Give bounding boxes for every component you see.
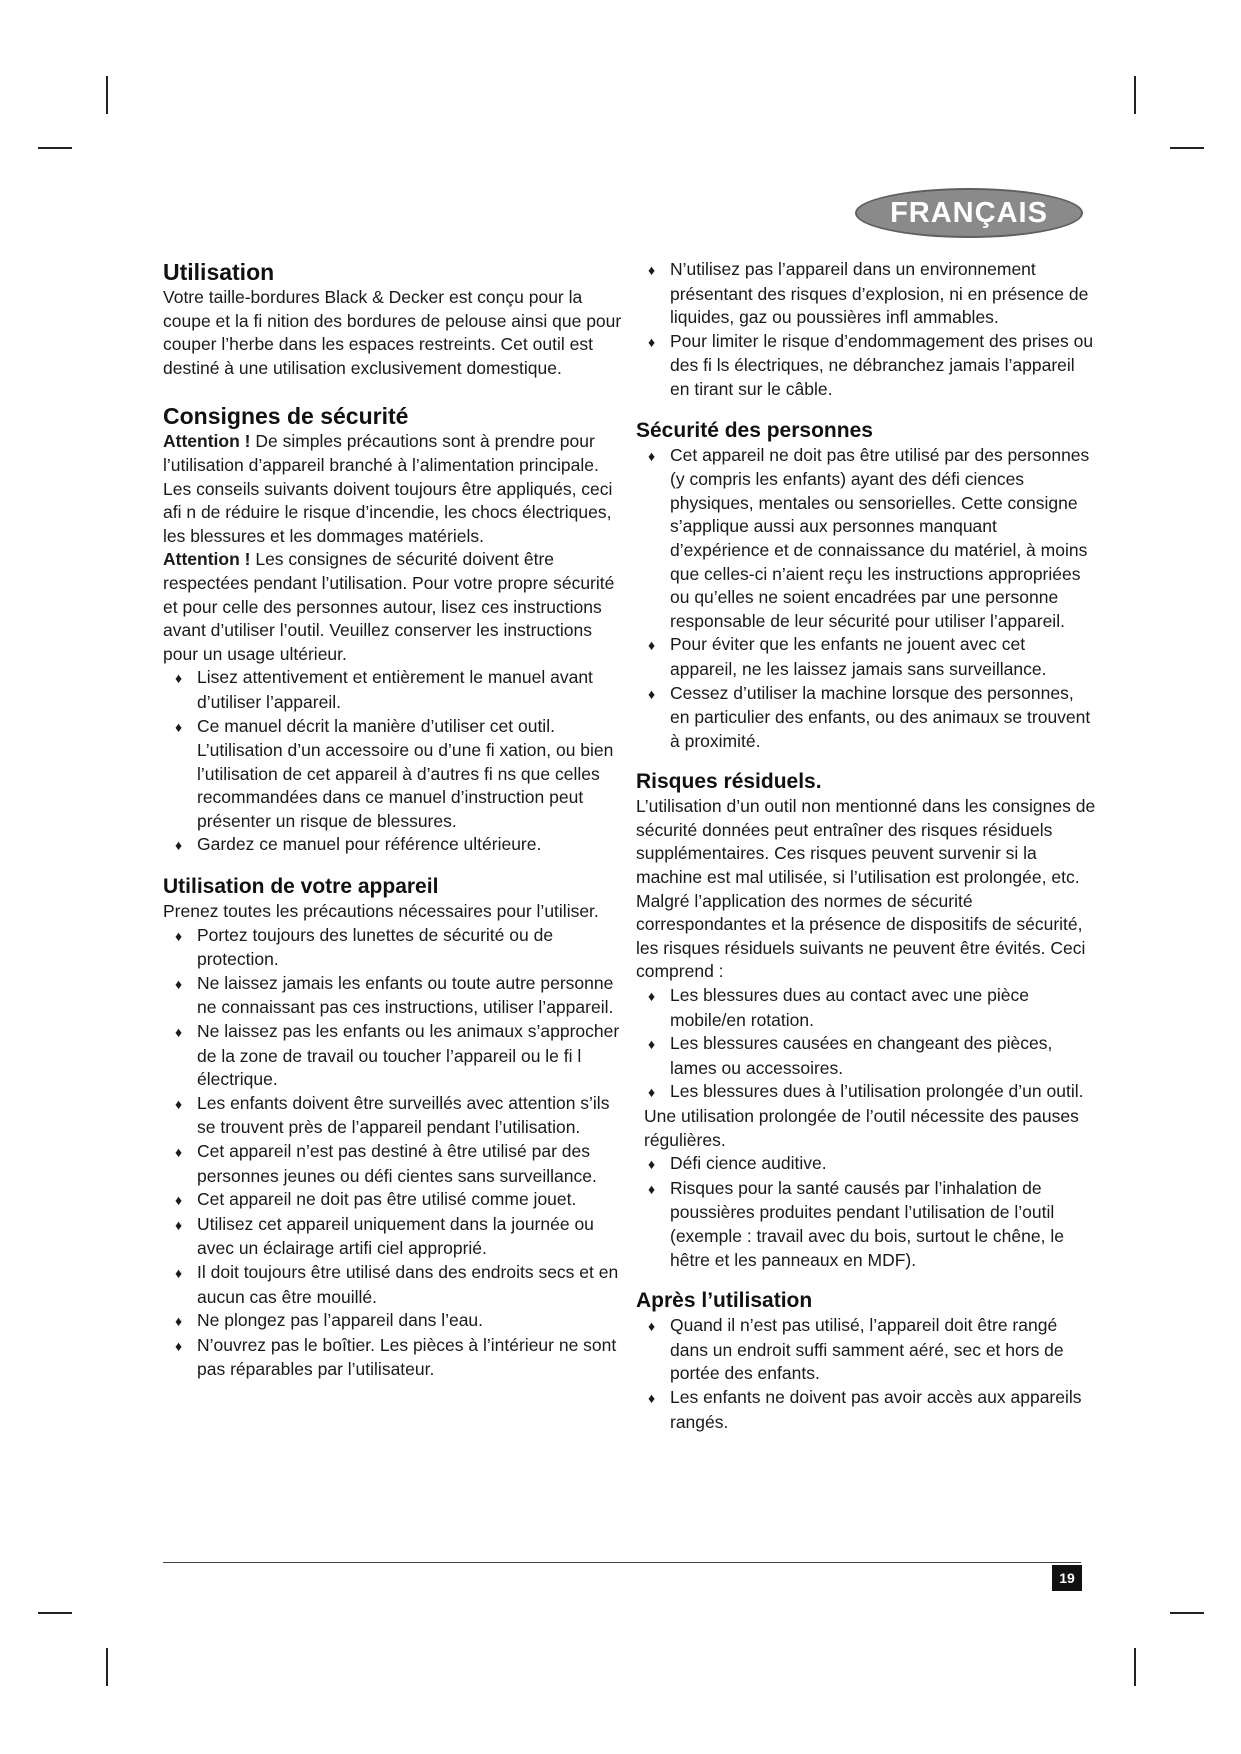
diamond-bullet-icon: ♦ <box>175 1313 183 1330</box>
crop-mark-top-right-v <box>1134 76 1136 114</box>
risques-text-1: L’utilisation d’un outil non mentionné dans les consignes de sécurité données peut entraîner des risques résiduels supplémentaires. Ces risques peuvent survenir si la machine est mal utilisée, si l’utilisation est prolongée, etc. <box>636 796 1096 888</box>
list-item: ♦ Il doit toujours être utilisé dans des endroits secs et en aucun cas être mouillé. <box>175 1261 619 1307</box>
section-utilisation <box>163 258 625 380</box>
diamond-bullet-icon: ♦ <box>648 1318 656 1335</box>
list-item: ♦ Utilisez cet appareil uniquement dans la journée ou avec un éclairage artifi ciel approprié. <box>175 1213 594 1259</box>
crop-mark-bottom-right-h <box>1170 1612 1204 1614</box>
risques-list-2 <box>636 1152 1096 1272</box>
list-item: ♦ N’ouvrez pas le boîtier. Les pièces à l’intérieur ne sont pas réparables par l’utilisateur. <box>175 1334 617 1380</box>
list-item: ♦ Les enfants ne doivent pas avoir accès aux appareils rangés. <box>648 1386 1082 1432</box>
crop-mark-bottom-right-v <box>1134 1648 1136 1686</box>
attention-text-2: Les consignes de sécurité doivent être respectées pendant l’utilisation. Pour votre propre sécurité et pour celle des personnes autour, lisez ces instructions avant d’utiliser l’outil. Veuillez conserver les instructions pour un usage ultérieur. <box>163 549 615 664</box>
diamond-bullet-icon: ♦ <box>648 1156 656 1173</box>
risques-list <box>636 984 1096 1105</box>
list-item: ♦ Pour limiter le risque d’endommagement des prises ou des fi ls électriques, ne débranchez jamais l’appareil en tirant sur le câble. <box>648 330 1094 399</box>
diamond-bullet-icon: ♦ <box>175 975 183 992</box>
list-item: ♦ Défi cience auditive. <box>636 1152 1096 1177</box>
attention-text-1: De simples précautions sont à prendre pour l’utilisation d’appareil branché à l’alimentation principale. Les conseils suivants doivent toujours être appliqués, ceci afi n de réduire le risque d’incendie, les chocs électriques, les blessures et les dommages matériels. <box>163 431 613 546</box>
diamond-bullet-icon: ♦ <box>175 1264 183 1281</box>
footer-rule <box>163 1562 1081 1563</box>
left-column <box>163 258 625 1382</box>
list-item: ♦ Cet appareil n’est pas destiné à être utilisé par des personnes jeunes ou défi cientes sans surveillance. <box>175 1141 597 1186</box>
list-item: ♦ N’utilisez pas l’appareil dans un environnement présentant des risques d’explosion, ni en présence de liquides, gaz ou poussières infl ammables. <box>648 259 1089 328</box>
list-item: ♦ Risques pour la santé causés par l’inhalation de poussières produites pendant l’utilisation de l’outil (exemple : travail avec du bois, surtout le chêne, le hêtre et les panneaux en MDF). <box>648 1177 1064 1270</box>
diamond-bullet-icon: ♦ <box>648 1180 656 1197</box>
diamond-bullet-icon: ♦ <box>648 262 656 278</box>
list-item: ♦ Ce manuel décrit la manière d’utiliser cet outil. L’utilisation d’un accessoire ou d’une fi xation, ou bien l’utilisation de cet appareil à d’autres fi ns que celles recommandées dans ce manuel d’instruction peut présenter un risque de blessures. <box>175 715 614 831</box>
list-item: ♦ Cessez d’utiliser la machine lorsque des personnes, en particulier des enfants, ou des animaux se trouvent à proximité. <box>648 682 1091 751</box>
list-item: ♦ Gardez ce manuel pour référence ultérieure. <box>163 833 625 858</box>
heading-consignes: Consignes de sécurité <box>163 403 409 430</box>
crop-mark-top-right-h <box>1170 147 1204 149</box>
right-column <box>636 258 1096 1434</box>
list-item: ♦ Ne laissez pas les enfants ou les animaux s’approcher de la zone de travail ou toucher l’appareil ou le fi l électrique. <box>175 1021 620 1090</box>
diamond-bullet-icon: ♦ <box>175 670 183 687</box>
crop-mark-top-left-v <box>106 76 108 114</box>
list-item: ♦ Les blessures causées en changeant des pièces, lames ou accessoires. <box>648 1033 1053 1078</box>
list-item: ♦ Ne plongez pas l’appareil dans l’eau. <box>163 1309 625 1334</box>
list-item: ♦ Les enfants doivent être surveillés avec attention s’ils se trouvent près de l’appareil pendant l’utilisation. <box>175 1092 610 1138</box>
diamond-bullet-icon: ♦ <box>648 1084 656 1101</box>
attention-label-1: Attention ! <box>163 431 251 452</box>
list-item: ♦ Portez toujours des lunettes de sécurité ou de protection. <box>175 924 554 970</box>
diamond-bullet-icon: ♦ <box>175 1144 183 1160</box>
risques-text-2: Malgré l’application des normes de sécurité correspondantes et la présence de dispositifs de sécurité, les risques résiduels suivants ne peuvent être évités. Ceci comprend : <box>636 890 1086 982</box>
list-item: ♦ Cet appareil ne doit pas être utilisé comme jouet. <box>163 1188 625 1213</box>
consignes-list <box>163 666 625 858</box>
section-utilisation-appareil <box>163 874 625 1382</box>
attention-paragraph-1 <box>163 430 625 548</box>
list-item: ♦ Pour éviter que les enfants ne jouent avec cet appareil, ne les laissez jamais sans surveillance. <box>648 634 1047 679</box>
heading-apres: Après l’utilisation <box>636 1289 813 1313</box>
diamond-bullet-icon: ♦ <box>648 685 656 702</box>
diamond-bullet-icon: ♦ <box>175 1337 183 1354</box>
diamond-bullet-icon: ♦ <box>648 1389 656 1406</box>
crop-mark-bottom-left-v <box>106 1648 108 1686</box>
diamond-bullet-icon: ♦ <box>175 837 183 854</box>
section-risques <box>636 769 1096 1272</box>
list-item: ♦ Ne laissez jamais les enfants ou toute autre personne ne connaissant pas ces instructions, utiliser l’appareil. <box>175 972 614 1018</box>
right-top-list <box>636 258 1096 402</box>
diamond-bullet-icon: ♦ <box>175 1095 183 1112</box>
list-item: ♦ Les blessures dues à l’utilisation prolongée d’un outil. <box>636 1080 1096 1105</box>
crop-mark-bottom-left-h <box>38 1612 72 1614</box>
diamond-bullet-icon: ♦ <box>175 1216 183 1233</box>
utilisation-text: Votre taille-bordures Black & Decker est conçu pour la coupe et la fi nition des bordures de pelouse ainsi que pour couper l’herbe dans les espaces restreints. Cet outil est destiné à une utilisation exclusivement domestique. <box>163 287 622 378</box>
crop-mark-top-left-h <box>38 147 72 149</box>
securite-personnes-list <box>636 444 1096 754</box>
apres-list <box>636 1314 1096 1434</box>
diamond-bullet-icon: ♦ <box>648 988 656 1005</box>
diamond-bullet-icon: ♦ <box>648 333 656 350</box>
diamond-bullet-icon: ♦ <box>648 447 656 464</box>
heading-risques: Risques résiduels. <box>636 770 822 794</box>
diamond-bullet-icon: ♦ <box>648 1036 656 1053</box>
diamond-bullet-icon: ♦ <box>175 1024 183 1041</box>
section-securite-personnes <box>636 418 1096 754</box>
risques-note: Une utilisation prolongée de l’outil nécessite des pauses régulières. <box>644 1106 1079 1150</box>
heading-securite-personnes: Sécurité des personnes <box>636 418 873 442</box>
section-consignes <box>163 402 625 858</box>
attention-paragraph-2 <box>163 548 625 666</box>
diamond-bullet-icon: ♦ <box>648 637 656 654</box>
list-item: ♦ Quand il n’est pas utilisé, l’appareil doit être rangé dans un endroit suffi samment aéré, sec et hors de portée des enfants. <box>648 1315 1064 1384</box>
diamond-bullet-icon: ♦ <box>175 1192 183 1209</box>
list-item: ♦ Lisez attentivement et entièrement le manuel avant d’utiliser l’appareil. <box>175 667 593 712</box>
list-item: ♦ Cet appareil ne doit pas être utilisé par des personnes (y compris les enfants) ayant des défi ciences physiques, mentales ou sensorielles. Cette consigne s’applique aussi aux personnes manquant d’expérience et de connaissance du matériel, à moins que celles-ci n’aient reçu les instructions appropriées ou qu’elles ne soient encadrées par une personne responsable de leur sécurité pour utiliser l’appareil. <box>648 444 1090 631</box>
section-apres <box>636 1288 1096 1434</box>
page-number: 19 <box>1052 1565 1082 1591</box>
utilisation-appareil-list <box>163 924 625 1382</box>
diamond-bullet-icon: ♦ <box>175 718 183 735</box>
heading-utilisation-appareil: Utilisation de votre appareil <box>163 875 439 899</box>
attention-label-2: Attention ! <box>163 549 251 570</box>
diamond-bullet-icon: ♦ <box>175 927 183 944</box>
utilisation-appareil-text: Prenez toutes les précautions nécessaires pour l’utiliser. <box>163 901 599 922</box>
list-item: ♦ Les blessures dues au contact avec une pièce mobile/en rotation. <box>648 985 1029 1030</box>
language-tab: FRANÇAIS <box>855 188 1083 238</box>
heading-utilisation: Utilisation <box>163 259 275 285</box>
